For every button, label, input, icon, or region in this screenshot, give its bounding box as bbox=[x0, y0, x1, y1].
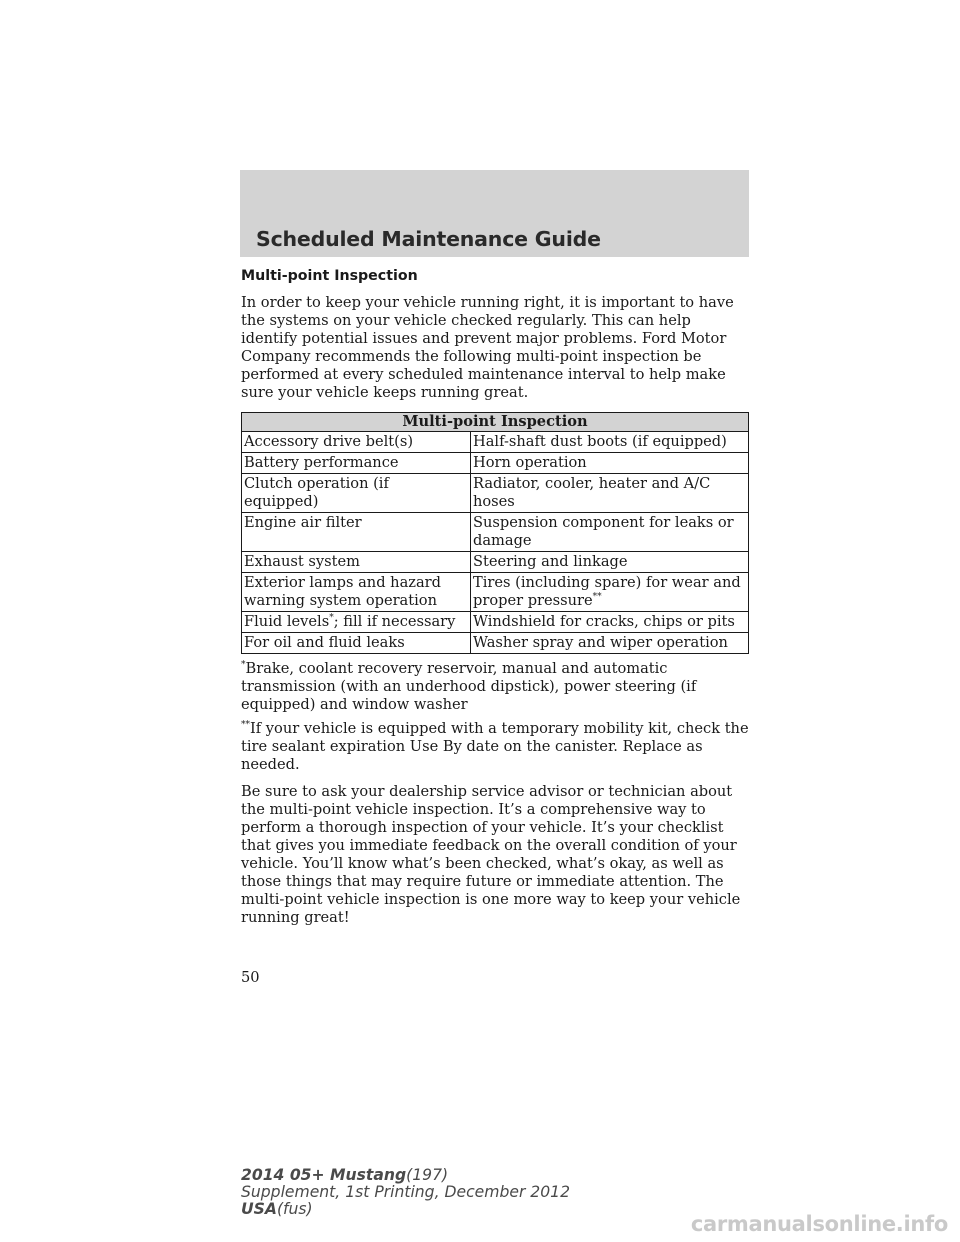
cell-text-suffix: ; fill if necessary bbox=[333, 613, 456, 630]
footnote-marker: ** bbox=[241, 720, 250, 731]
section-header-title: Scheduled Maintenance Guide bbox=[256, 227, 601, 251]
watermark: carmanualsonline.info bbox=[690, 1212, 948, 1236]
footer-market-code: (fus) bbox=[276, 1200, 313, 1218]
table-cell: Clutch operation (if equipped) bbox=[242, 474, 471, 513]
table-row bbox=[242, 612, 749, 633]
footer-line-2: Supplement, 1st Printing, December 2012 bbox=[241, 1183, 570, 1201]
cell-text: Tires (including spare) for wear and proper pressure bbox=[473, 574, 741, 609]
section-header-band bbox=[240, 170, 749, 257]
table-row bbox=[242, 552, 749, 573]
cell-text: Fluid levels bbox=[244, 613, 330, 630]
document-footer bbox=[241, 1167, 570, 1218]
footnote-marker: * bbox=[329, 613, 334, 624]
inspection-table-title: Multi-point Inspection bbox=[242, 413, 749, 432]
section-heading: Multi-point Inspection bbox=[241, 268, 418, 284]
table-row bbox=[242, 573, 749, 612]
footnote-text: Brake, coolant recovery reservoir, manual and automatic transmission (with an underhood dipstick), power steering (if equipped) and window washer bbox=[241, 660, 697, 713]
footer-market: USA bbox=[241, 1200, 277, 1218]
table-row bbox=[242, 453, 749, 474]
table-cell bbox=[471, 573, 749, 612]
footer-model: 2014 05+ Mustang bbox=[241, 1166, 407, 1184]
table-cell: Battery performance bbox=[242, 453, 471, 474]
page-content bbox=[241, 268, 749, 927]
footer-line-3 bbox=[241, 1201, 570, 1218]
inspection-table bbox=[241, 412, 749, 654]
table-row bbox=[242, 633, 749, 654]
intro-paragraph: In order to keep your vehicle running right, it is important to have the systems on your vehicle checked regularly. This can help identify potential issues and prevent major problems. Ford Motor Company recommends the following multi-point inspection be performed at every scheduled maintenance interval to help make sure your vehicle keeps running great. bbox=[241, 294, 734, 401]
table-row bbox=[242, 474, 749, 513]
footnote-text: If your vehicle is equipped with a temporary mobility kit, check the tire sealant expiration Use By date on the canister. Replace as needed. bbox=[241, 720, 749, 773]
footnote-marker: * bbox=[241, 660, 246, 671]
table-cell: Washer spray and wiper operation bbox=[471, 633, 749, 654]
table-cell: Radiator, cooler, heater and A/C hoses bbox=[471, 474, 749, 513]
table-cell: Engine air filter bbox=[242, 513, 471, 552]
table-cell: Horn operation bbox=[471, 453, 749, 474]
table-cell: Exhaust system bbox=[242, 552, 471, 573]
footer-code: (197) bbox=[406, 1166, 449, 1184]
table-cell: Windshield for cracks, chips or pits bbox=[471, 612, 749, 633]
table-cell: For oil and fluid leaks bbox=[242, 633, 471, 654]
table-cell: Accessory drive belt(s) bbox=[242, 432, 471, 453]
table-cell: Half-shaft dust boots (if equipped) bbox=[471, 432, 749, 453]
footnote bbox=[241, 720, 749, 774]
table-cell: Exterior lamps and hazard warning system operation bbox=[242, 573, 471, 612]
table-cell: Steering and linkage bbox=[471, 552, 749, 573]
table-row bbox=[242, 432, 749, 453]
footer-line-1 bbox=[241, 1167, 570, 1184]
table-cell: Suspension component for leaks or damage bbox=[471, 513, 749, 552]
table-cell bbox=[242, 612, 471, 633]
closing-paragraph: Be sure to ask your dealership service advisor or technician about the multi-point vehicle inspection. It’s a comprehensive way to perform a thorough inspection of your vehicle. It’s your checklist that gives you immediate feedback on the overall condition of your vehicle. You’ll know what’s been checked, what’s okay, as well as those things that may require future or immediate attention. The multi-point vehicle inspection is one more way to keep your vehicle running great! bbox=[241, 783, 741, 926]
page-number: 50 bbox=[241, 969, 260, 986]
footnote-marker: ** bbox=[592, 592, 602, 603]
footnote bbox=[241, 660, 749, 714]
table-row bbox=[242, 513, 749, 552]
